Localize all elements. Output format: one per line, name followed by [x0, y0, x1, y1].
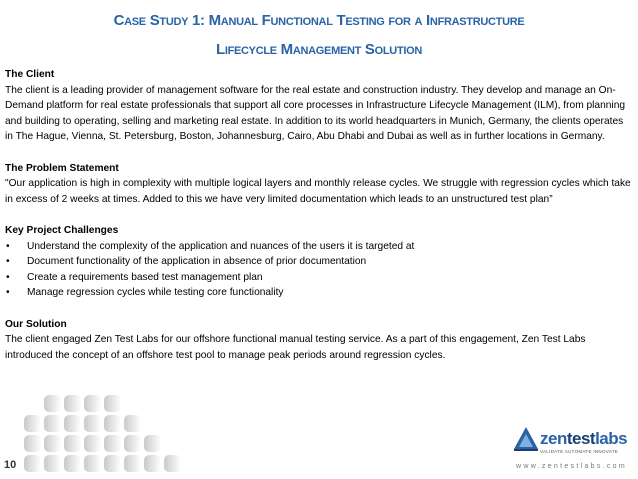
challenge-item: • Manage regression cycles while testing core functionality: [5, 285, 633, 301]
solution-heading: Our Solution: [5, 318, 67, 330]
problem-body: "Our application is high in complexity with multiple logical layers and monthly release cycles. We struggle with regression cycles which take in excess of 2 weeks at times. Added to this we have very limited documentation which leads to an unstructured test plan”: [5, 178, 631, 205]
logo-test: test: [566, 429, 596, 448]
logo-tagline: VALIDATE AUTOMATE INNOVATE: [540, 449, 619, 454]
zen-test-labs-logo-mark-icon: [512, 425, 540, 453]
client-body: The client is a leading provider of management software for the real estate and construction industry. They develop and manage an On-Demand platform for real estate professionals that support all core processes in Infrastructure Lifecycle Management (ILM), from planning and building to operating, selling and marketing real estate. In addition to its world headquarters in Munich, Germany, the clients operates in The Hague, Vienna, St. Petersburg, Boston, Johannesburg, Cairo, Abu Dhabi and Dubai as well as in further locations in Germany.: [5, 84, 626, 143]
logo-labs: labs: [595, 429, 628, 448]
challenge-item: • Document functionality of the application in absence of prior documentation: [5, 254, 633, 270]
case-study-content: [5, 67, 633, 363]
slide-title: [0, 0, 638, 66]
logo-wordmark: [540, 429, 627, 449]
challenges-heading: Key Project Challenges: [5, 224, 119, 236]
slide-title-line-2: Lifecycle Management Solution: [215, 41, 423, 58]
company-url: www.zentestlabs.com: [516, 463, 628, 470]
client-heading: The Client: [5, 69, 55, 80]
company-logo: [510, 425, 634, 475]
decorative-dots-pattern: [0, 380, 300, 479]
challenge-item: • Create a requirements based test management plan: [5, 270, 633, 286]
challenges-list: [5, 239, 633, 301]
slide-title-line-1: Case Study 1: Manual Functional Testing for a Infrastructure: [113, 12, 525, 29]
solution-body: The client engaged Zen Test Labs for our offshore functional manual testing service. As a part of this engagement, Zen Test Labs introduced the concept of an offshore test pool to manage peak periods around regression cycles.: [5, 334, 586, 361]
logo-zen: zen: [540, 429, 567, 448]
problem-heading: The Problem Statement: [5, 162, 119, 174]
page-number: 10: [4, 459, 17, 471]
challenge-item: • Understand the complexity of the application and nuances of the users it is targeted at: [5, 239, 633, 255]
